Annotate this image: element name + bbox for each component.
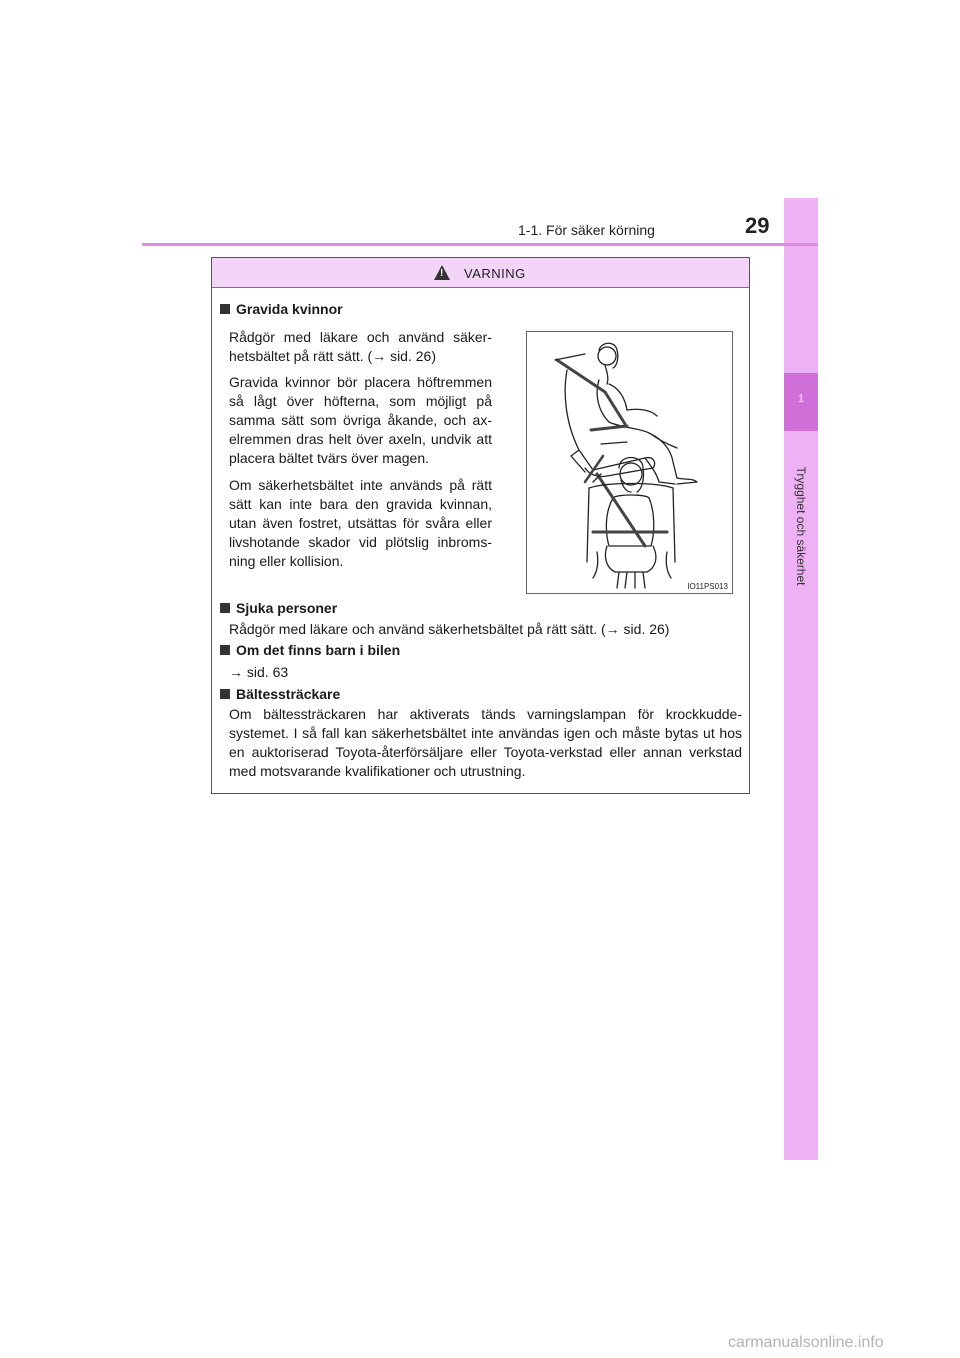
- paragraph: → sid. 63: [229, 664, 289, 680]
- header-rule: [142, 243, 818, 246]
- illustration-code: IO11PS013: [687, 582, 728, 591]
- square-bullet-icon: [220, 689, 230, 699]
- warning-header: [212, 258, 749, 288]
- section-heading-children: Om det finns barn i bilen: [220, 642, 400, 658]
- chapter-title: Trygghet och säkerhet: [794, 466, 808, 586]
- pregnant-passenger-seatbelt-image: [527, 332, 732, 593]
- chapter-side-tab: [784, 198, 818, 1160]
- seatbelt-illustration: [526, 331, 733, 594]
- square-bullet-icon: [220, 304, 230, 314]
- paragraph: Rådgör med läkare och använd säker-hetsbältet på rätt sätt. (→ sid. 26): [229, 329, 492, 364]
- paragraph: Gravida kvinnor bör placera höftremmen så lågt över höfterna, som möjligt på samma sätt som övriga åkande, och ax-elremmen dras helt över axeln, undvik att placera bältet tvärs över magen.: [229, 374, 492, 466]
- section-title: 1-1. För säker körning: [518, 222, 655, 238]
- square-bullet-icon: [220, 645, 230, 655]
- section-heading-pregnant: Gravida kvinnor: [220, 301, 343, 317]
- warning-triangle-icon: !: [434, 265, 450, 280]
- chapter-number: 1: [797, 393, 805, 405]
- warning-box: [211, 257, 750, 794]
- section-heading-pretensioner: Bältessträckare: [220, 686, 340, 702]
- paragraph: Rådgör med läkare och använd säkerhetsbältet på rätt sätt. (→ sid. 26): [229, 621, 670, 637]
- section-heading-sick: Sjuka personer: [220, 600, 337, 616]
- square-bullet-icon: [220, 603, 230, 613]
- paragraph: Om säkerhetsbältet inte används på rätt sätt kan inte bara den gravida kvinnan, utan även fostret, utsättas för svåra eller livshotande skador vid plötslig inbroms-ning eller kollision.: [229, 477, 492, 569]
- page-number: 29: [745, 213, 770, 238]
- paragraph: Om bältessträckaren har aktiverats tänds varningslampan för krockkudde-systemet. I så fall kan säkerhetsbältet inte användas igen och måste bytas ut hos en auktoriserad Toyota-återförsäljare eller Toyota-verkstad eller annan verkstad med motsvarande kvalifikationer och utrustning.: [229, 706, 742, 779]
- watermark: carmanualsonline.info: [728, 1334, 884, 1351]
- warning-title: VARNING: [464, 266, 526, 281]
